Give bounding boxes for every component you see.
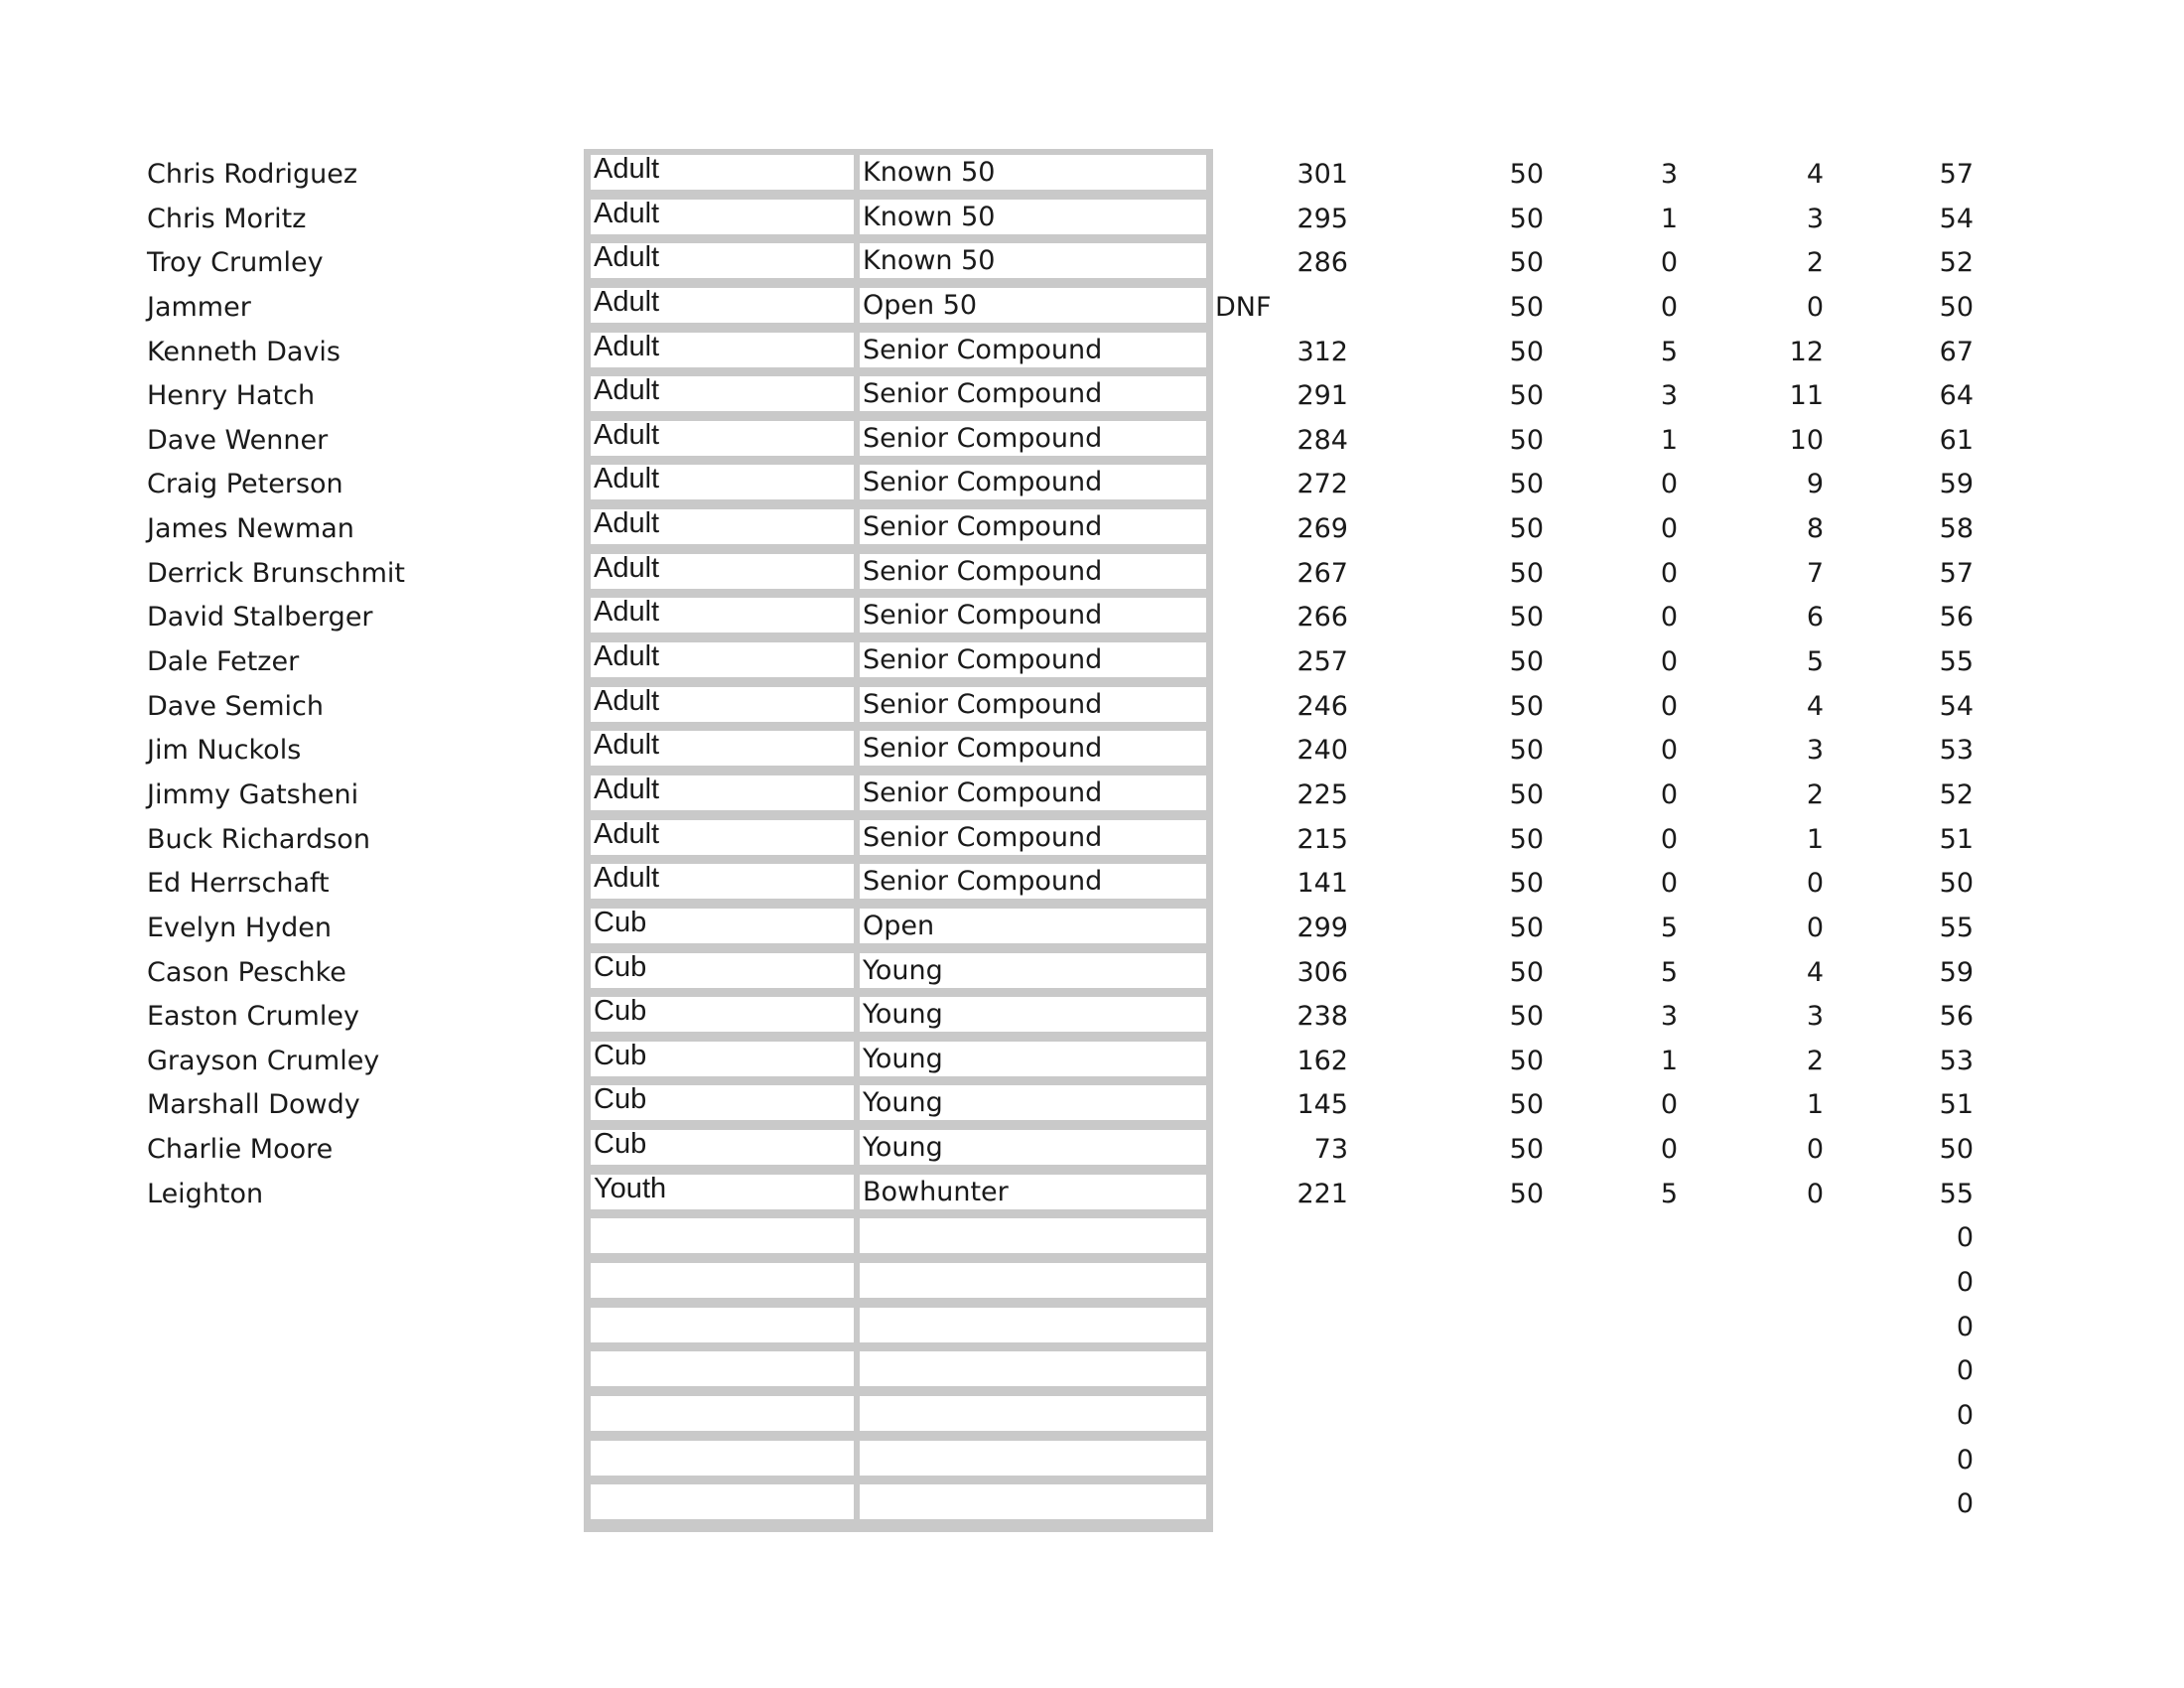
score: 272 [1297, 469, 1348, 500]
score: 225 [1297, 778, 1348, 810]
division: Open [863, 910, 935, 941]
column-five-value: 1 [1660, 424, 1678, 456]
total-points: 67 [1939, 336, 1974, 367]
table-row [0, 1036, 2184, 1080]
age-class: Youth [594, 1172, 667, 1204]
base-points: 50 [1509, 912, 1544, 943]
score: 240 [1297, 735, 1348, 767]
table-row [0, 1435, 2184, 1479]
age-class-cell [591, 1218, 854, 1253]
total-points: 59 [1939, 956, 1974, 988]
archer-name [147, 1478, 574, 1523]
division: Senior Compound [863, 467, 1103, 498]
score: 162 [1297, 1045, 1348, 1076]
table-row [0, 1257, 2184, 1302]
base-points: 50 [1509, 1089, 1544, 1121]
total-points: 57 [1939, 159, 1974, 190]
score: 306 [1297, 956, 1348, 988]
column-six-value: 7 [1806, 557, 1824, 589]
base-points: 50 [1509, 690, 1544, 722]
column-six-value: 9 [1806, 469, 1824, 500]
table-row [0, 770, 2184, 814]
archer-name: James Newman [147, 513, 354, 545]
table-row [0, 327, 2184, 371]
total-points: 54 [1939, 203, 1974, 234]
column-six-value: 0 [1806, 1178, 1824, 1209]
division-cell [860, 1484, 1206, 1519]
column-six-value: 4 [1806, 956, 1824, 988]
table-row [0, 814, 2184, 859]
division: Known 50 [863, 245, 996, 277]
column-five-value: 0 [1660, 1134, 1678, 1166]
age-class: Cub [594, 906, 647, 938]
base-points: 50 [1509, 823, 1544, 855]
column-five-value: 0 [1660, 513, 1678, 545]
total-points: 64 [1939, 380, 1974, 412]
base-points: 50 [1509, 380, 1544, 412]
age-class: Adult [594, 285, 660, 318]
table-row [0, 681, 2184, 726]
column-five-value: 0 [1660, 557, 1678, 589]
column-five-value: 0 [1660, 469, 1678, 500]
archer-name: Chris Moritz [147, 203, 307, 234]
age-class: Adult [594, 640, 660, 673]
total-points: 0 [1956, 1355, 1974, 1387]
column-five-value: 0 [1660, 1089, 1678, 1121]
division-cell [860, 1218, 1206, 1253]
table-row [0, 903, 2184, 947]
age-class: Adult [594, 773, 660, 805]
column-five-value: 3 [1660, 159, 1678, 190]
age-class: Cub [594, 1083, 647, 1116]
total-points: 59 [1939, 469, 1974, 500]
column-six-value: 0 [1806, 912, 1824, 943]
score: 141 [1297, 868, 1348, 900]
base-points: 50 [1509, 291, 1544, 323]
table-row [0, 991, 2184, 1036]
base-points: 50 [1509, 956, 1544, 988]
table-row [0, 1345, 2184, 1390]
score: 221 [1297, 1178, 1348, 1209]
division: Young [863, 1043, 943, 1074]
column-six-value: 3 [1806, 735, 1824, 767]
column-six-value: 4 [1806, 159, 1824, 190]
base-points: 50 [1509, 159, 1544, 190]
age-class: Adult [594, 507, 660, 540]
table-row [0, 1079, 2184, 1124]
total-points: 53 [1939, 1045, 1974, 1076]
total-points: 61 [1939, 424, 1974, 456]
age-class: Adult [594, 684, 660, 717]
age-class: Adult [594, 817, 660, 850]
total-points: 0 [1956, 1444, 1974, 1476]
table-row [0, 149, 2184, 194]
age-class: Adult [594, 153, 660, 185]
division: Open 50 [863, 289, 978, 321]
column-six-value: 6 [1806, 602, 1824, 633]
age-class: Adult [594, 330, 660, 362]
column-five-value: 0 [1660, 247, 1678, 279]
archer-name: Ed Herrschaft [147, 868, 330, 900]
base-points: 50 [1509, 602, 1544, 633]
total-points: 51 [1939, 1089, 1974, 1121]
archer-name: Evelyn Hyden [147, 912, 332, 943]
column-six-value: 3 [1806, 203, 1824, 234]
table-row [0, 237, 2184, 282]
division: Senior Compound [863, 866, 1103, 898]
column-five-value: 0 [1660, 778, 1678, 810]
age-class-cell [591, 1351, 854, 1386]
division: Senior Compound [863, 688, 1103, 720]
column-five-value: 0 [1660, 602, 1678, 633]
archer-name: Jim Nuckols [147, 735, 302, 767]
age-class-cell [591, 1484, 854, 1519]
score: 284 [1297, 424, 1348, 456]
table-row [0, 194, 2184, 238]
table-row [0, 282, 2184, 327]
age-class: Adult [594, 729, 660, 762]
base-points: 50 [1509, 424, 1544, 456]
column-five-value: 0 [1660, 646, 1678, 678]
division: Senior Compound [863, 334, 1103, 365]
score: 269 [1297, 513, 1348, 545]
table-row [0, 636, 2184, 681]
total-points: 58 [1939, 513, 1974, 545]
column-six-value: 11 [1789, 380, 1824, 412]
total-points: 50 [1939, 868, 1974, 900]
total-points: 52 [1939, 247, 1974, 279]
status-note: DNF [1215, 291, 1272, 323]
age-class: Cub [594, 1039, 647, 1071]
score: 145 [1297, 1089, 1348, 1121]
base-points: 50 [1509, 513, 1544, 545]
score: 266 [1297, 602, 1348, 633]
archer-name: Jammer [147, 291, 251, 323]
total-points: 56 [1939, 1001, 1974, 1033]
base-points: 50 [1509, 1134, 1544, 1166]
base-points: 50 [1509, 1001, 1544, 1033]
age-class: Adult [594, 241, 660, 274]
division-cell [860, 1441, 1206, 1476]
column-five-value: 3 [1660, 380, 1678, 412]
division: Senior Compound [863, 511, 1103, 543]
column-five-value: 1 [1660, 1045, 1678, 1076]
division-cell [860, 1351, 1206, 1386]
age-class: Cub [594, 1128, 647, 1161]
base-points: 50 [1509, 735, 1544, 767]
archer-name: Jimmy Gatsheni [147, 778, 359, 810]
table-row [0, 1124, 2184, 1169]
archer-name: Dave Semich [147, 690, 325, 722]
table-row [0, 592, 2184, 636]
column-five-value: 0 [1660, 690, 1678, 722]
archer-name: Marshall Dowdy [147, 1089, 360, 1121]
total-points: 0 [1956, 1488, 1974, 1520]
column-five-value: 0 [1660, 823, 1678, 855]
column-six-value: 12 [1789, 336, 1824, 367]
base-points: 50 [1509, 778, 1544, 810]
division-cell [860, 1308, 1206, 1342]
age-class: Adult [594, 463, 660, 495]
division: Senior Compound [863, 644, 1103, 676]
archer-name: Chris Rodriguez [147, 159, 358, 190]
score: 267 [1297, 557, 1348, 589]
column-six-value: 8 [1806, 513, 1824, 545]
total-points: 53 [1939, 735, 1974, 767]
division: Young [863, 1132, 943, 1164]
archer-name: Henry Hatch [147, 380, 316, 412]
score: 73 [1313, 1134, 1348, 1166]
total-points: 52 [1939, 778, 1974, 810]
age-class: Cub [594, 950, 647, 983]
score: 257 [1297, 646, 1348, 678]
archer-name: Craig Peterson [147, 469, 343, 500]
score: 295 [1297, 203, 1348, 234]
division: Senior Compound [863, 733, 1103, 765]
table-row [0, 858, 2184, 903]
total-points: 55 [1939, 912, 1974, 943]
age-class-cell [591, 1396, 854, 1431]
score: 291 [1297, 380, 1348, 412]
base-points: 50 [1509, 1045, 1544, 1076]
division-cell [860, 1396, 1206, 1431]
total-points: 50 [1939, 291, 1974, 323]
column-six-value: 0 [1806, 1134, 1824, 1166]
total-points: 50 [1939, 1134, 1974, 1166]
archer-name [147, 1302, 574, 1346]
total-points: 51 [1939, 823, 1974, 855]
archer-name: Derrick Brunschmit [147, 557, 405, 589]
column-six-value: 2 [1806, 247, 1824, 279]
age-class: Adult [594, 596, 660, 629]
age-class: Adult [594, 862, 660, 895]
archer-name [147, 1345, 574, 1390]
age-class-cell [591, 1263, 854, 1298]
table-row [0, 459, 2184, 503]
archer-name [147, 1257, 574, 1302]
table-row [0, 1478, 2184, 1523]
archer-name: Leighton [147, 1178, 264, 1209]
total-points: 55 [1939, 1178, 1974, 1209]
column-five-value: 5 [1660, 956, 1678, 988]
column-five-value: 5 [1660, 1178, 1678, 1209]
total-points: 54 [1939, 690, 1974, 722]
age-class: Adult [594, 197, 660, 229]
column-six-value: 0 [1806, 291, 1824, 323]
score: 299 [1297, 912, 1348, 943]
column-five-value: 5 [1660, 336, 1678, 367]
age-class: Adult [594, 551, 660, 584]
age-class: Cub [594, 995, 647, 1028]
table-row [0, 370, 2184, 415]
division: Senior Compound [863, 378, 1103, 410]
total-points: 55 [1939, 646, 1974, 678]
column-six-value: 2 [1806, 1045, 1824, 1076]
table-row [0, 415, 2184, 460]
base-points: 50 [1509, 557, 1544, 589]
score: 238 [1297, 1001, 1348, 1033]
archer-name: Easton Crumley [147, 1001, 359, 1033]
column-five-value: 5 [1660, 912, 1678, 943]
age-class-cell [591, 1441, 854, 1476]
column-six-value: 3 [1806, 1001, 1824, 1033]
total-points: 0 [1956, 1311, 1974, 1342]
division: Known 50 [863, 157, 996, 188]
total-points: 0 [1956, 1267, 1974, 1298]
division: Senior Compound [863, 600, 1103, 632]
archer-name: Buck Richardson [147, 823, 370, 855]
table-row [0, 1390, 2184, 1435]
division: Bowhunter [863, 1176, 1009, 1207]
age-class: Adult [594, 418, 660, 451]
archer-name: Kenneth Davis [147, 336, 341, 367]
score: 215 [1297, 823, 1348, 855]
archer-name: Charlie Moore [147, 1134, 334, 1166]
score: 286 [1297, 247, 1348, 279]
division: Young [863, 1087, 943, 1119]
table-row [0, 947, 2184, 992]
division: Known 50 [863, 201, 996, 232]
column-six-value: 1 [1806, 1089, 1824, 1121]
column-six-value: 0 [1806, 868, 1824, 900]
table-row [0, 725, 2184, 770]
archer-name: Cason Peschke [147, 956, 346, 988]
archer-name: Dale Fetzer [147, 646, 300, 678]
column-six-value: 10 [1789, 424, 1824, 456]
total-points: 57 [1939, 557, 1974, 589]
division: Young [863, 954, 943, 986]
age-class: Adult [594, 374, 660, 407]
table-row [0, 1169, 2184, 1213]
age-class-cell [591, 1308, 854, 1342]
division: Senior Compound [863, 821, 1103, 853]
division-cell [860, 1263, 1206, 1298]
archer-name: Dave Wenner [147, 424, 329, 456]
score: 246 [1297, 690, 1348, 722]
division: Senior Compound [863, 776, 1103, 808]
column-six-value: 5 [1806, 646, 1824, 678]
table-row [0, 548, 2184, 593]
column-five-value: 0 [1660, 291, 1678, 323]
base-points: 50 [1509, 868, 1544, 900]
column-six-value: 1 [1806, 823, 1824, 855]
division: Senior Compound [863, 422, 1103, 454]
base-points: 50 [1509, 203, 1544, 234]
archer-name [147, 1435, 574, 1479]
column-six-value: 2 [1806, 778, 1824, 810]
archer-name [147, 1212, 574, 1257]
archer-name: Grayson Crumley [147, 1045, 380, 1076]
base-points: 50 [1509, 1178, 1544, 1209]
division: Young [863, 999, 943, 1031]
total-points: 0 [1956, 1399, 1974, 1431]
archer-name: Troy Crumley [147, 247, 324, 279]
base-points: 50 [1509, 247, 1544, 279]
score: 312 [1297, 336, 1348, 367]
archer-name: David Stalberger [147, 602, 373, 633]
base-points: 50 [1509, 469, 1544, 500]
base-points: 50 [1509, 646, 1544, 678]
score: 301 [1297, 159, 1348, 190]
total-points: 0 [1956, 1222, 1974, 1254]
archer-name [147, 1390, 574, 1435]
column-six-value: 4 [1806, 690, 1824, 722]
column-five-value: 1 [1660, 203, 1678, 234]
column-five-value: 0 [1660, 868, 1678, 900]
total-points: 56 [1939, 602, 1974, 633]
table-row [0, 1212, 2184, 1257]
table-row [0, 1302, 2184, 1346]
column-five-value: 3 [1660, 1001, 1678, 1033]
column-five-value: 0 [1660, 735, 1678, 767]
division: Senior Compound [863, 555, 1103, 587]
table-row [0, 503, 2184, 548]
base-points: 50 [1509, 336, 1544, 367]
